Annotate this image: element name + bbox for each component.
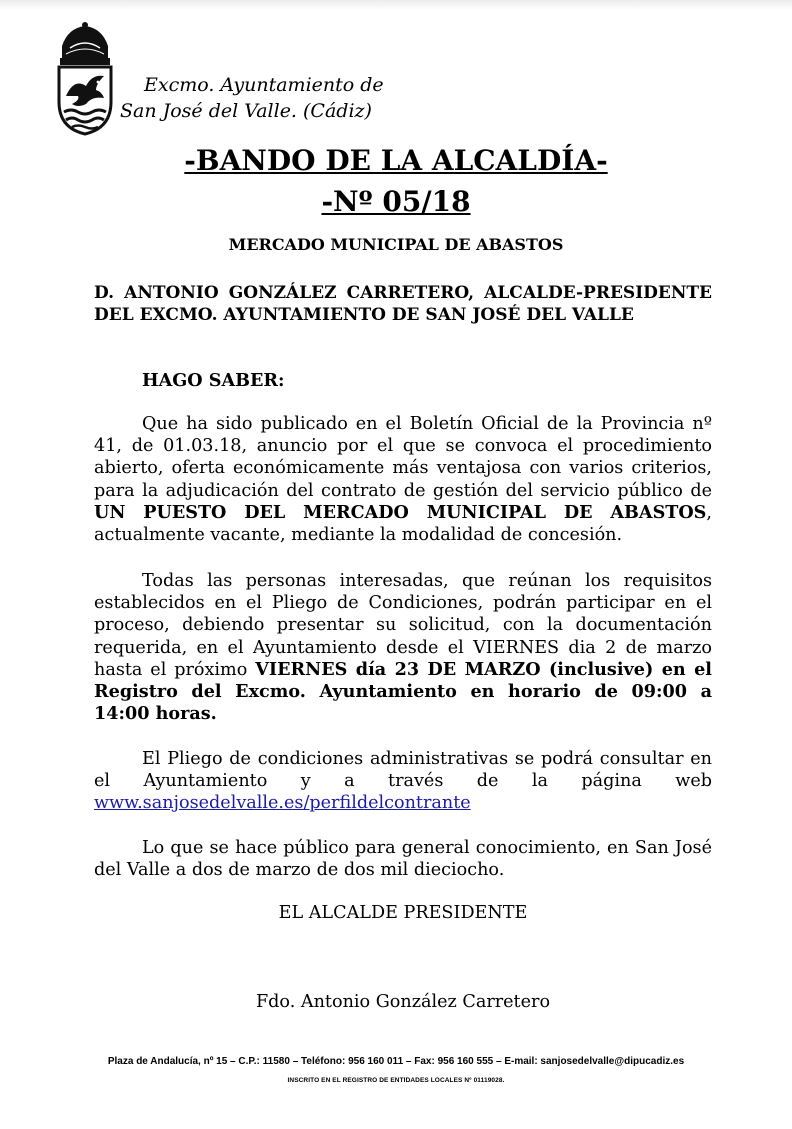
document-number: -Nº 05/18 <box>321 185 471 218</box>
paragraph-4: Lo que se hace público para general conocimiento, en San José del Valle a dos de marzo de dos mil dieciocho. <box>94 838 712 881</box>
paragraph-2-text-a: Todas las personas interesadas, que reúnan los requisitos establecidos en el Pliego de Condiciones, podrán participar en el proceso, debiendo presentar su solicitud, con la documentación requerida, en el Ayuntamiento desde el VIERNES dia 2 de marzo hasta el próximo <box>94 571 712 680</box>
paragraph-1-bold: UN PUESTO DEL MERCADO MUNICIPAL DE ABASTOS <box>94 501 707 523</box>
document-title: -BANDO DE LA ALCALDÍA- <box>184 144 608 177</box>
footer-address: Plaza de Andalucía, nº 15 – C.P.: 11580 – Teléfono: 956 160 011 – Fax: 956 160 555 – E-mail: sanjosedelvalle@dipucadiz.es <box>107 1056 685 1067</box>
footer-registry: INSCRITO EN EL REGISTRO DE ENTIDADES LOCALES Nº 01119028. <box>287 1077 505 1084</box>
paragraph-3 <box>94 748 712 815</box>
signature-role: EL ALCALDE PRESIDENTE <box>278 903 528 923</box>
paragraph-1-text-a: Que ha sido publicado en el Boletín Oficial de la Provincia nº 41, de 01.03.18, anuncio por el que se convoca el procedimiento abierto, oferta económicamente más ventajosa con varios criterios, para la adjudicación del contrato de gestión del servicio público de <box>94 414 712 501</box>
authority-heading: D. ANTONIO GONZÁLEZ CARRETERO, ALCALDE-PRESIDENTE DEL EXCMO. AYUNTAMIENTO DE SAN JOSÉ DEL VALLE <box>94 283 712 326</box>
perfil-contratante-link[interactable]: www.sanjosedelvalle.es/perfildelcontrante <box>94 793 471 814</box>
paragraph-3-text: El Pliego de condiciones administrativas se podrá consultar en el Ayuntamiento y a través de la página web <box>94 749 712 792</box>
paragraph-2 <box>94 570 712 725</box>
document-subtitle: MERCADO MUNICIPAL DE ABASTOS <box>228 235 564 254</box>
letterhead-line-1: Excmo. Ayuntamiento de <box>144 74 384 96</box>
page-top-edge <box>0 0 792 10</box>
letterhead <box>120 72 420 124</box>
hago-saber-heading: HAGO SABER: <box>142 370 285 391</box>
signature-name: Fdo. Antonio González Carretero <box>255 992 551 1012</box>
dove-crest-icon <box>56 20 114 138</box>
paragraph-2-bold: VIERNES día 23 DE MARZO (inclusive) en el Registro del Excmo. Ayuntamiento en horario de 09:00 a 14:00 horas. <box>94 658 712 725</box>
paragraph-1 <box>94 413 712 546</box>
paragraph-1-text-b: , actualmente vacante, mediante la modalidad de concesión. <box>94 502 712 546</box>
letterhead-line-2: San José del Valle. (Cádiz) <box>120 100 372 122</box>
